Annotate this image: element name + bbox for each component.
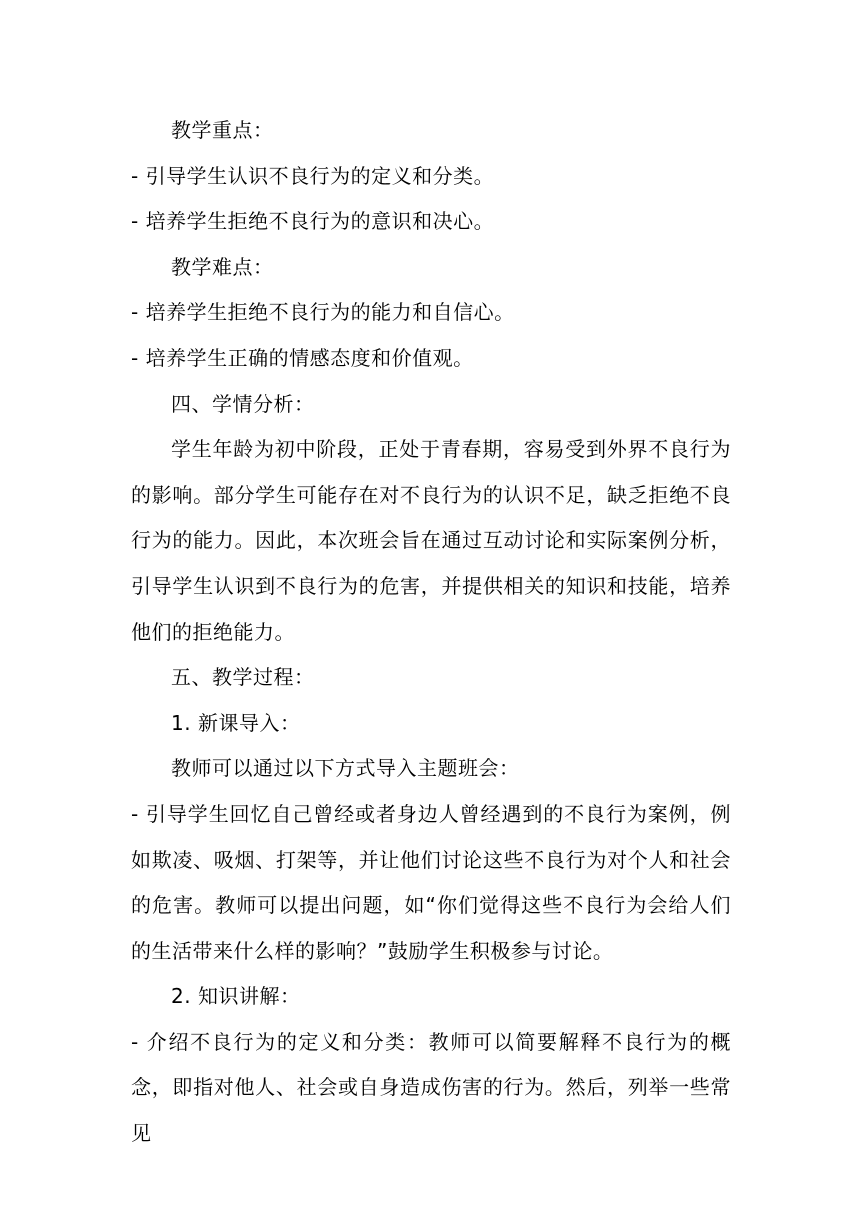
paragraph-intro-method: 教师可以通过以下方式导入主题班会：: [171, 756, 520, 781]
list-item-knowledge-definition: - 介绍不良行为的定义和分类：教师可以简要解释不良行为的概念，即指对他人、社会或自身造成伤害的行为。然后，列举一些常见: [131, 1029, 731, 1146]
document-body: [131, 108, 731, 1157]
heading-step-1: 1. 新课导入：: [171, 710, 301, 735]
paragraph-student-analysis: 学生年龄为初中阶段，正处于青春期，容易受到外界不良行为的影响。部分学生可能存在对不良行为的认识不足，缺乏拒绝不良行为的能力。因此，本次班会旨在通过互动讨论和实际案例分析，引导学生认识到不良行为的危害，并提供相关的知识和技能，培养他们的拒绝能力。: [131, 437, 731, 644]
heading-step-2: 2. 知识讲解：: [171, 984, 301, 1009]
heading-section-4: 四、学情分析：: [171, 391, 315, 416]
list-item-difficulty-2: - 培养学生正确的情感态度和价值观。: [131, 345, 474, 370]
heading-teaching-difficulties: 教学难点：: [171, 254, 274, 279]
list-item-difficulty-1: - 培养学生拒绝不良行为的能力和自信心。: [131, 300, 515, 325]
list-item-intro-activity: - 引导学生回忆自己曾经或者身边人曾经遇到的不良行为案例，例如欺凌、吸烟、打架等，并让他们讨论这些不良行为对个人和社会的危害。教师可以提出问题，如“你们觉得这些不良行为会给人们的生活带来什么样的影响？”鼓励学生积极参与讨论。: [131, 801, 731, 963]
heading-teaching-key-points: 教学重点：: [171, 118, 274, 142]
heading-section-5: 五、教学过程：: [171, 665, 315, 690]
list-item-key-point-2: - 培养学生拒绝不良行为的意识和决心。: [131, 209, 495, 234]
list-item-key-point-1: - 引导学生认识不良行为的定义和分类。: [131, 163, 495, 188]
